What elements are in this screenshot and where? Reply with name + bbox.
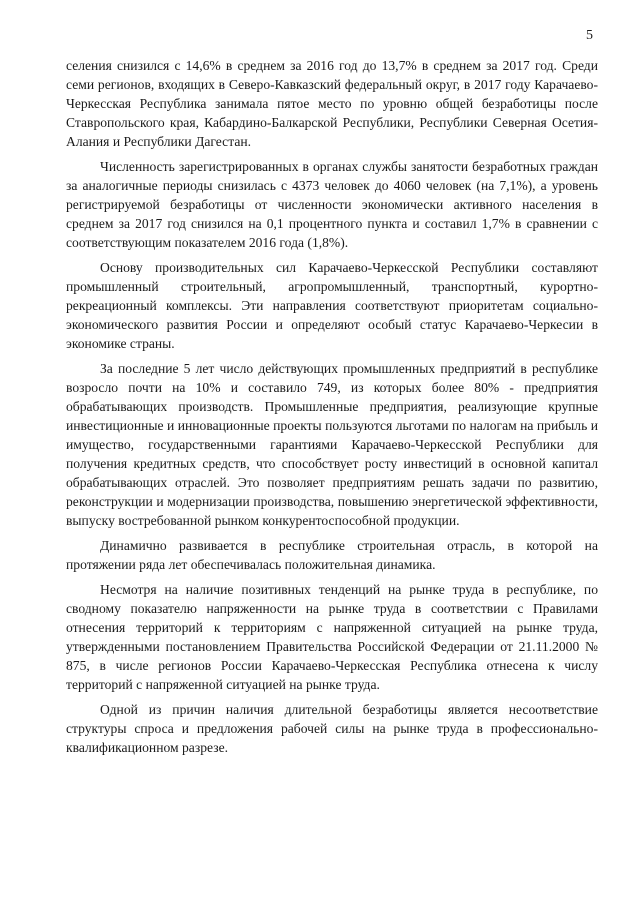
paragraph-2: Численность зарегистрированных в органах службы занятости безработных граждан за аналогичные периоды снизилась с 4373 человек до 4060 человек (на 7,1%), а уровень регистрируемой безработицы от численности экономически активного населения в среднем за 2017 год снизился на 0,1 процентного пункта и составил 1,7% в сравнении с соответствующим показателем 2016 года (1,8%).	[66, 159, 598, 250]
page-number: 5	[586, 28, 593, 43]
paragraph-5: Динамично развивается в республике строительная отрасль, в которой на протяжении ряда лет обеспечивалась положительная динамика.	[66, 538, 598, 572]
paragraph-6: Несмотря на наличие позитивных тенденций на рынке труда в республике, по сводному показателю напряженности на рынке труда в соответствии с Правилами отнесения территорий к территориям с напряженной ситуацией на рынке труда, утвержденными постановлением Правительства Российской Федерации от 21.11.2000 № 875, в числе регионов России Карачаево-Черкесская Республика отнесена к числу территорий с напряженной ситуацией на рынке труда.	[66, 582, 598, 692]
document-body	[66, 56, 598, 757]
paragraph-3: Основу производительных сил Карачаево-Черкесской Республики составляют промышленный строительный, агропромышленный, транспортный, курортно-рекреационный комплексы. Эти направления соответствуют приоритетам социально-экономического развития России и определяют особый статус Карачаево-Черкесии в экономике страны.	[66, 260, 598, 351]
paragraph-4: За последние 5 лет число действующих промышленных предприятий в республике возросло почти на 10% и составило 749, из которых более 80% - предприятия обрабатывающих производств. Промышленные предприятия, реализующие крупные инвестиционные и инновационные проекты пользуются льготами по налогам на прибыль и имущество, государственными гарантиями Карачаево-Черкесской Республики для получения кредитных средств, что способствует росту инвестиций в основной капитал обрабатывающих отраслей. Это позволяет предприятиям решать задачи по развитию, реконструкции и модернизации производства, повышению энергетической эффективности, выпуску востребованной рынком конкурентоспособной продукции.	[66, 361, 598, 528]
paragraph-7: Одной из причин наличия длительной безработицы является несоответствие структуры спроса и предложения рабочей силы на рынке труда в профессионально-квалификационном разрезе.	[66, 702, 598, 755]
paragraph-1: селения снизился с 14,6% в среднем за 2016 год до 13,7% в среднем за 2017 год. Среди семи регионов, входящих в Северо-Кавказский федеральный округ, в 2017 году Карачаево-Черкесская Республика занимала пятое место по уровню общей безработицы после Ставропольского края, Кабардино-Балкарской Республики, Республики Северная Осетия-Алания и Республики Дагестан.	[66, 58, 598, 149]
